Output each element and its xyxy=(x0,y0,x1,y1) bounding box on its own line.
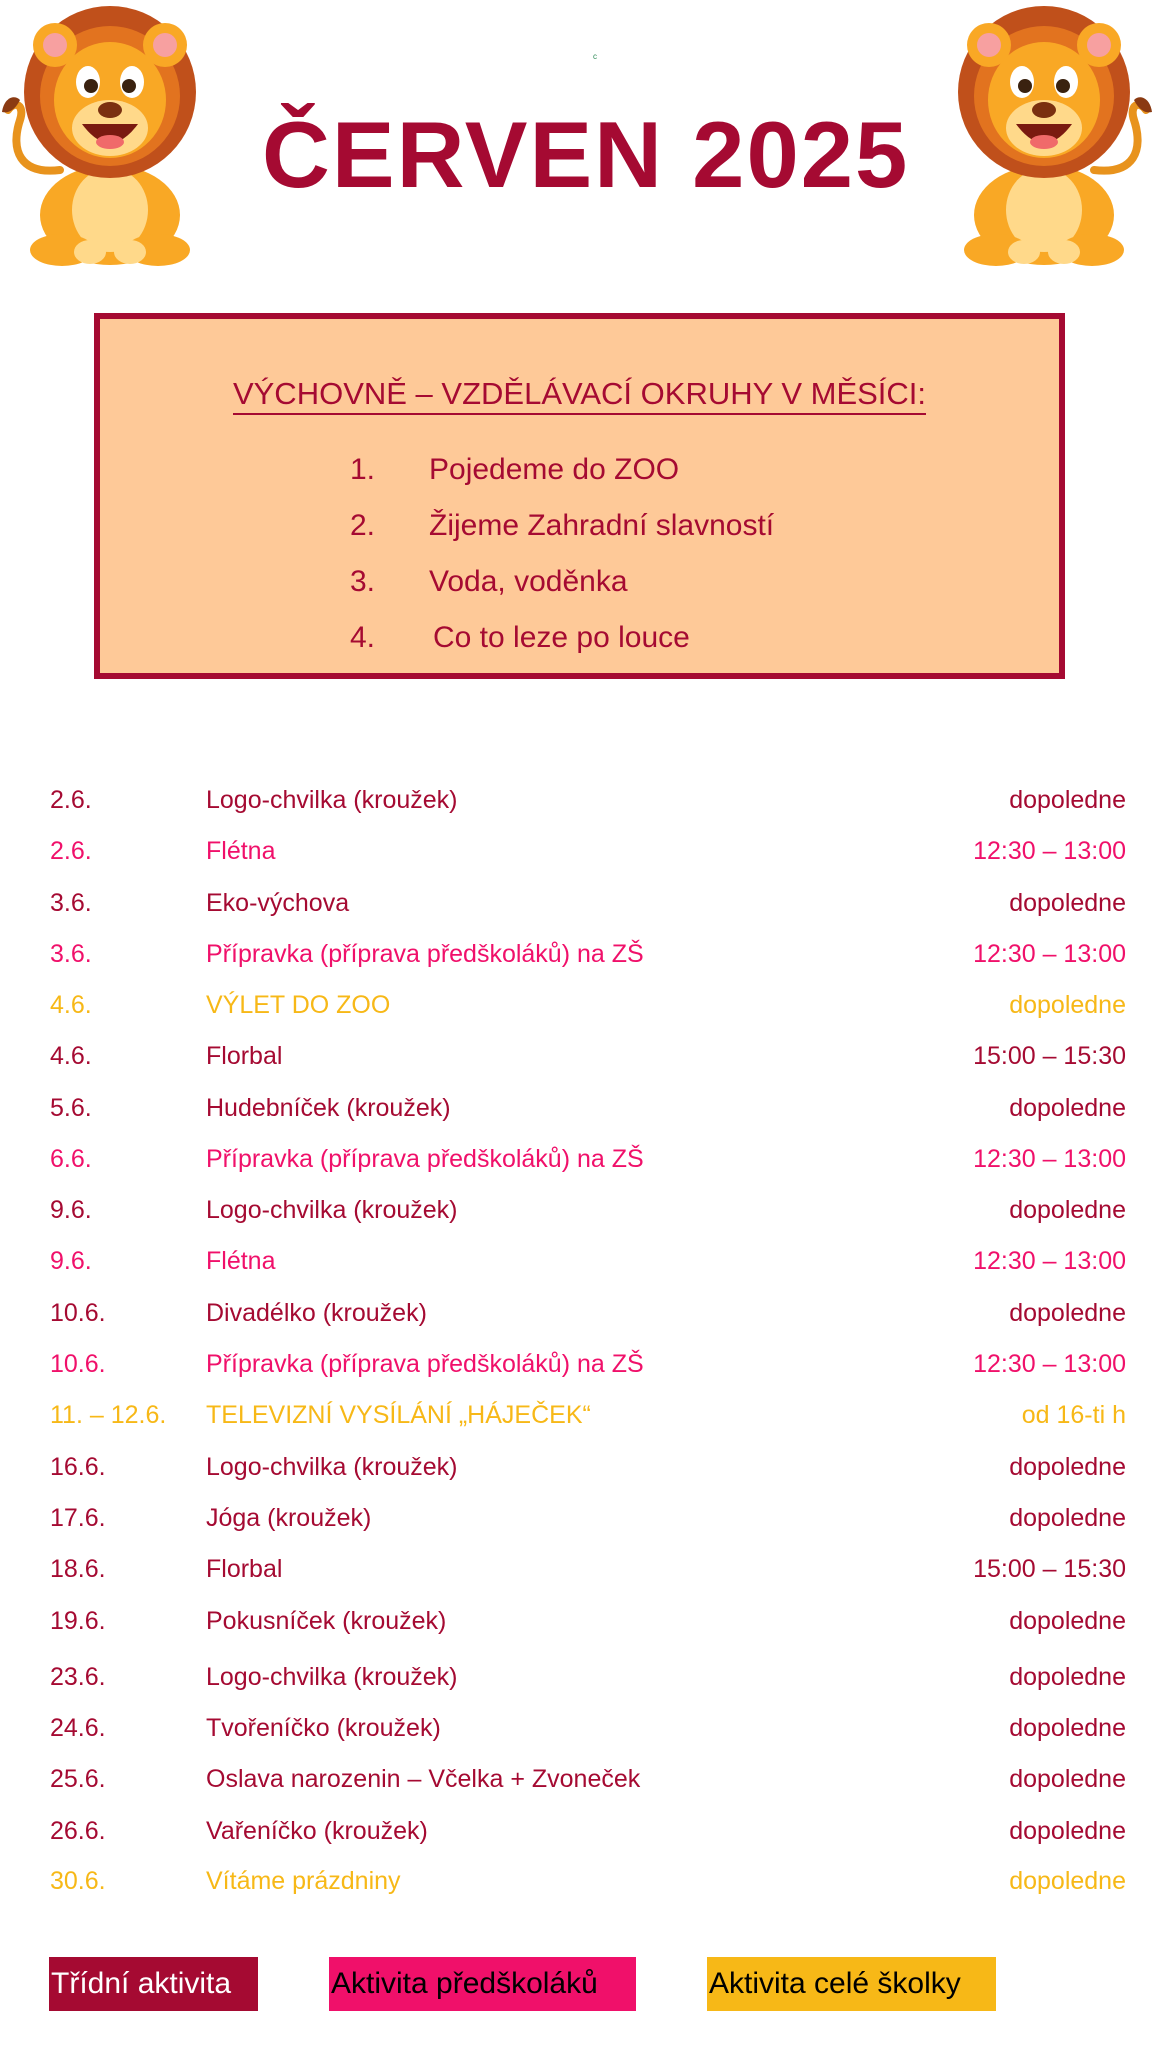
schedule-time: dopoledne xyxy=(1009,1504,1126,1532)
theme-item xyxy=(350,621,690,655)
schedule-date: 23.6. xyxy=(50,1663,106,1691)
schedule-row xyxy=(0,780,1164,820)
legend-whole-school-activity: Aktivita celé školky xyxy=(707,1957,996,2011)
schedule-date: 10.6. xyxy=(50,1299,106,1327)
schedule-time: dopoledne xyxy=(1009,1817,1126,1845)
schedule-time: 12:30 – 13:00 xyxy=(973,940,1126,968)
schedule-row xyxy=(0,1447,1164,1487)
schedule-activity: Přípravka (příprava předškoláků) na ZŠ xyxy=(206,940,644,968)
schedule-row xyxy=(0,1601,1164,1641)
schedule-row xyxy=(0,1293,1164,1333)
schedule-date: 4.6. xyxy=(50,1042,92,1070)
schedule-row xyxy=(0,1811,1164,1851)
schedule-time: dopoledne xyxy=(1009,1714,1126,1742)
theme-number: 3. xyxy=(350,565,376,598)
theme-number: 4. xyxy=(350,621,376,654)
schedule-date: 26.6. xyxy=(50,1817,106,1845)
schedule-activity: Logo-chvilka (kroužek) xyxy=(206,1453,458,1481)
schedule-activity: Logo-chvilka (kroužek) xyxy=(206,786,458,814)
theme-number: 1. xyxy=(350,453,376,486)
schedule-activity: VÝLET DO ZOO xyxy=(206,991,391,1019)
themes-box xyxy=(94,313,1065,679)
theme-text: Voda, voděnka xyxy=(429,565,628,598)
schedule-row xyxy=(0,883,1164,923)
themes-heading-text: VÝCHOVNĚ – VZDĚLÁVACÍ OKRUHY V MĚSÍCI: xyxy=(233,376,926,415)
theme-item xyxy=(350,509,774,543)
schedule-date: 6.6. xyxy=(50,1145,92,1173)
schedule-activity: Florbal xyxy=(206,1042,283,1070)
schedule-date: 5.6. xyxy=(50,1094,92,1122)
schedule-row xyxy=(0,831,1164,871)
schedule-activity: Logo-chvilka (kroužek) xyxy=(206,1663,458,1691)
lion-illustration-left xyxy=(0,0,212,272)
schedule-date: 30.6. xyxy=(50,1867,106,1895)
themes-heading xyxy=(100,376,1059,412)
schedule-activity: Jóga (kroužek) xyxy=(206,1504,372,1532)
theme-text: Pojedeme do ZOO xyxy=(429,453,680,486)
schedule-time: dopoledne xyxy=(1009,1453,1126,1481)
schedule-activity: Vařeníčko (kroužek) xyxy=(206,1817,428,1845)
schedule-activity: Florbal xyxy=(206,1555,283,1583)
schedule-row xyxy=(0,1708,1164,1748)
theme-item xyxy=(350,453,679,487)
legend-preschool-activity: Aktivita předškoláků xyxy=(329,1957,636,2011)
schedule-time: 15:00 – 15:30 xyxy=(973,1042,1126,1070)
schedule-activity: Přípravka (příprava předškoláků) na ZŠ xyxy=(206,1145,644,1173)
schedule-time: dopoledne xyxy=(1009,786,1126,814)
schedule-activity: Oslava narozenin – Včelka + Zvoneček xyxy=(206,1765,641,1793)
schedule-time: 12:30 – 13:00 xyxy=(973,1350,1126,1378)
schedule-row xyxy=(0,1344,1164,1384)
schedule-time: 12:30 – 13:00 xyxy=(973,1247,1126,1275)
schedule-row xyxy=(0,934,1164,974)
schedule-row xyxy=(0,1549,1164,1589)
schedule-activity: Logo-chvilka (kroužek) xyxy=(206,1196,458,1224)
schedule-row xyxy=(0,1139,1164,1179)
schedule-date: 2.6. xyxy=(50,837,92,865)
schedule-time: 15:00 – 15:30 xyxy=(973,1555,1126,1583)
schedule-time: dopoledne xyxy=(1009,1867,1126,1895)
schedule-date: 11. – 12.6. xyxy=(50,1401,167,1429)
schedule-date: 3.6. xyxy=(50,940,92,968)
schedule-activity: Hudebníček (kroužek) xyxy=(206,1094,451,1122)
schedule-date: 16.6. xyxy=(50,1453,106,1481)
schedule-activity: Divadélko (kroužek) xyxy=(206,1299,427,1327)
theme-number: 2. xyxy=(350,509,376,542)
schedule-date: 4.6. xyxy=(50,991,92,1019)
schedule-time: dopoledne xyxy=(1009,1196,1126,1224)
page-title: ČERVEN 2025 xyxy=(262,102,910,207)
schedule-time: dopoledne xyxy=(1009,1299,1126,1327)
schedule-date: 24.6. xyxy=(50,1714,106,1742)
lion-illustration-right xyxy=(942,0,1154,272)
schedule-date: 25.6. xyxy=(50,1765,106,1793)
schedule-activity: Vítáme prázdniny xyxy=(206,1867,401,1895)
schedule-time: dopoledne xyxy=(1009,1765,1126,1793)
theme-text: Žijeme Zahradní slavností xyxy=(429,509,775,542)
tiny-mark: c xyxy=(593,52,597,61)
schedule-row xyxy=(0,1861,1164,1901)
schedule-row xyxy=(0,1190,1164,1230)
theme-text: Co to leze po louce xyxy=(433,621,690,654)
schedule-date: 9.6. xyxy=(50,1247,92,1275)
schedule-time: dopoledne xyxy=(1009,991,1126,1019)
schedule-date: 19.6. xyxy=(50,1607,106,1635)
schedule-activity: TELEVIZNÍ VYSÍLÁNÍ „HÁJEČEK“ xyxy=(206,1401,591,1429)
schedule-time: dopoledne xyxy=(1009,1663,1126,1691)
schedule-date: 9.6. xyxy=(50,1196,92,1224)
schedule-date: 10.6. xyxy=(50,1350,106,1378)
theme-item xyxy=(350,565,628,599)
schedule-row xyxy=(0,1088,1164,1128)
schedule-row xyxy=(0,1241,1164,1281)
schedule-activity: Flétna xyxy=(206,1247,276,1275)
schedule-activity: Flétna xyxy=(206,837,276,865)
schedule-row xyxy=(0,1498,1164,1538)
schedule-activity: Eko-výchova xyxy=(206,889,350,917)
schedule-time: dopoledne xyxy=(1009,1094,1126,1122)
legend-class-activity: Třídní aktivita xyxy=(49,1957,258,2011)
schedule-activity: Tvořeníčko (kroužek) xyxy=(206,1714,441,1742)
schedule-activity: Přípravka (příprava předškoláků) na ZŠ xyxy=(206,1350,644,1378)
schedule-time: dopoledne xyxy=(1009,1607,1126,1635)
schedule-row xyxy=(0,985,1164,1025)
schedule-time: od 16-ti h xyxy=(1021,1401,1126,1429)
schedule-row xyxy=(0,1759,1164,1799)
schedule-row xyxy=(0,1395,1164,1435)
schedule-date: 2.6. xyxy=(50,786,92,814)
schedule-row xyxy=(0,1036,1164,1076)
schedule-time: dopoledne xyxy=(1009,889,1126,917)
schedule-date: 3.6. xyxy=(50,889,92,917)
schedule-row xyxy=(0,1657,1164,1697)
schedule-date: 18.6. xyxy=(50,1555,106,1583)
schedule-time: 12:30 – 13:00 xyxy=(973,837,1126,865)
schedule-activity: Pokusníček (kroužek) xyxy=(206,1607,447,1635)
schedule-date: 17.6. xyxy=(50,1504,106,1532)
schedule-time: 12:30 – 13:00 xyxy=(973,1145,1126,1173)
